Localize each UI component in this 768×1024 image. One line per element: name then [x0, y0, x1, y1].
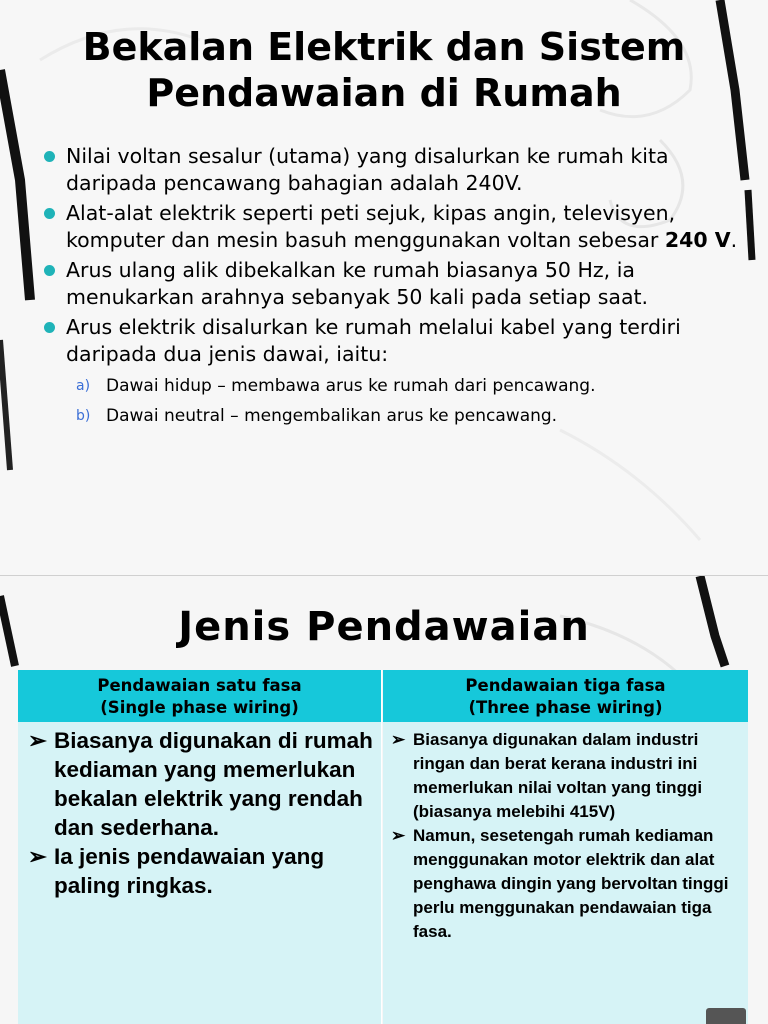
arrow-bullet-icon: ➢	[391, 826, 406, 845]
bullet-item	[44, 257, 744, 311]
cell-bullet	[28, 842, 373, 900]
sub-item	[76, 371, 744, 401]
table-header-three-phase	[383, 670, 748, 722]
bullet-item	[44, 143, 744, 197]
bullet-text: Nilai voltan sesalur (utama) yang disalurkan ke rumah kita daripada pencawang bahagian adalah 240V.	[66, 144, 669, 195]
header-sublabel: (Single phase wiring)	[100, 698, 299, 717]
bullet-text-end: .	[730, 228, 738, 252]
arrow-bullet-icon: ➢	[391, 730, 406, 749]
header-label: Pendawaian satu fasa	[97, 676, 302, 695]
cell-bullet-text: Biasanya digunakan dalam industri ringan dan berat kerana industri ini memerlukan nilai voltan yang tinggi (biasanya melebihi 415V)	[413, 730, 703, 821]
bullet-text: Arus ulang alik dibekalkan ke rumah biasanya 50 Hz, ia menukarkan arahnya sebanyak 50 kali pada setiap saat.	[66, 258, 649, 309]
bullet-dot-icon	[44, 265, 55, 276]
bullet-bold-text: 240 V	[664, 228, 731, 252]
sub-item	[76, 401, 744, 431]
header-label: Pendawaian tiga fasa	[465, 676, 666, 695]
bullet-dot-icon	[44, 208, 55, 219]
bullet-text: Arus elektrik disalurkan ke rumah melalui kabel yang terdiri daripada dua jenis dawai, iaitu:	[66, 315, 681, 366]
slide-title	[20, 24, 748, 116]
slide-title-line-2: Pendawaian di Rumah	[146, 71, 622, 115]
sub-item-marker: b)	[76, 408, 91, 424]
cell-bullet	[391, 728, 738, 824]
table-cell-three-phase	[383, 722, 748, 1024]
header-sublabel: (Three phase wiring)	[468, 698, 663, 717]
wiring-table	[18, 670, 748, 1024]
bullet-text: Alat-alat elektrik seperti peti sejuk, kipas angin, televisyen, komputer dan mesin basuh menggunakan voltan sebesar	[66, 201, 676, 252]
cell-bullet-text: Namun, sesetengah rumah kediaman menggunakan motor elektrik dan alat penghawa dingin yang bervoltan tinggi perlu menggunakan pendawaian tiga fasa.	[413, 826, 729, 941]
bullet-dot-icon	[44, 151, 55, 162]
slide-title: Jenis Pendawaian	[178, 604, 590, 650]
sub-item-text: Dawai hidup – membawa arus ke rumah dari pencawang.	[106, 376, 596, 396]
bullet-list	[44, 143, 744, 434]
table-cell-single-phase	[18, 722, 382, 1024]
sub-list	[76, 371, 744, 431]
arrow-bullet-icon: ➢	[28, 844, 47, 869]
sub-item-text: Dawai neutral – mengembalikan arus ke pencawang.	[106, 406, 558, 426]
slide-2	[0, 576, 768, 1024]
slide-title-line-1: Bekalan Elektrik dan Sistem	[82, 25, 686, 69]
arrow-bullet-icon: ➢	[28, 728, 47, 753]
table-header-single-phase	[18, 670, 382, 722]
sub-item-marker: a)	[76, 378, 91, 394]
device-image	[706, 1008, 746, 1024]
cell-bullet-text: Ia jenis pendawaian yang paling ringkas.	[54, 844, 325, 898]
cell-bullet	[28, 726, 373, 842]
bullet-item	[44, 200, 744, 254]
cell-bullet-text: Biasanya digunakan di rumah kediaman yang memerlukan bekalan elektrik yang rendah dan sederhana.	[54, 728, 373, 840]
cell-bullet	[391, 824, 738, 944]
bullet-item	[44, 314, 744, 431]
bullet-dot-icon	[44, 322, 55, 333]
